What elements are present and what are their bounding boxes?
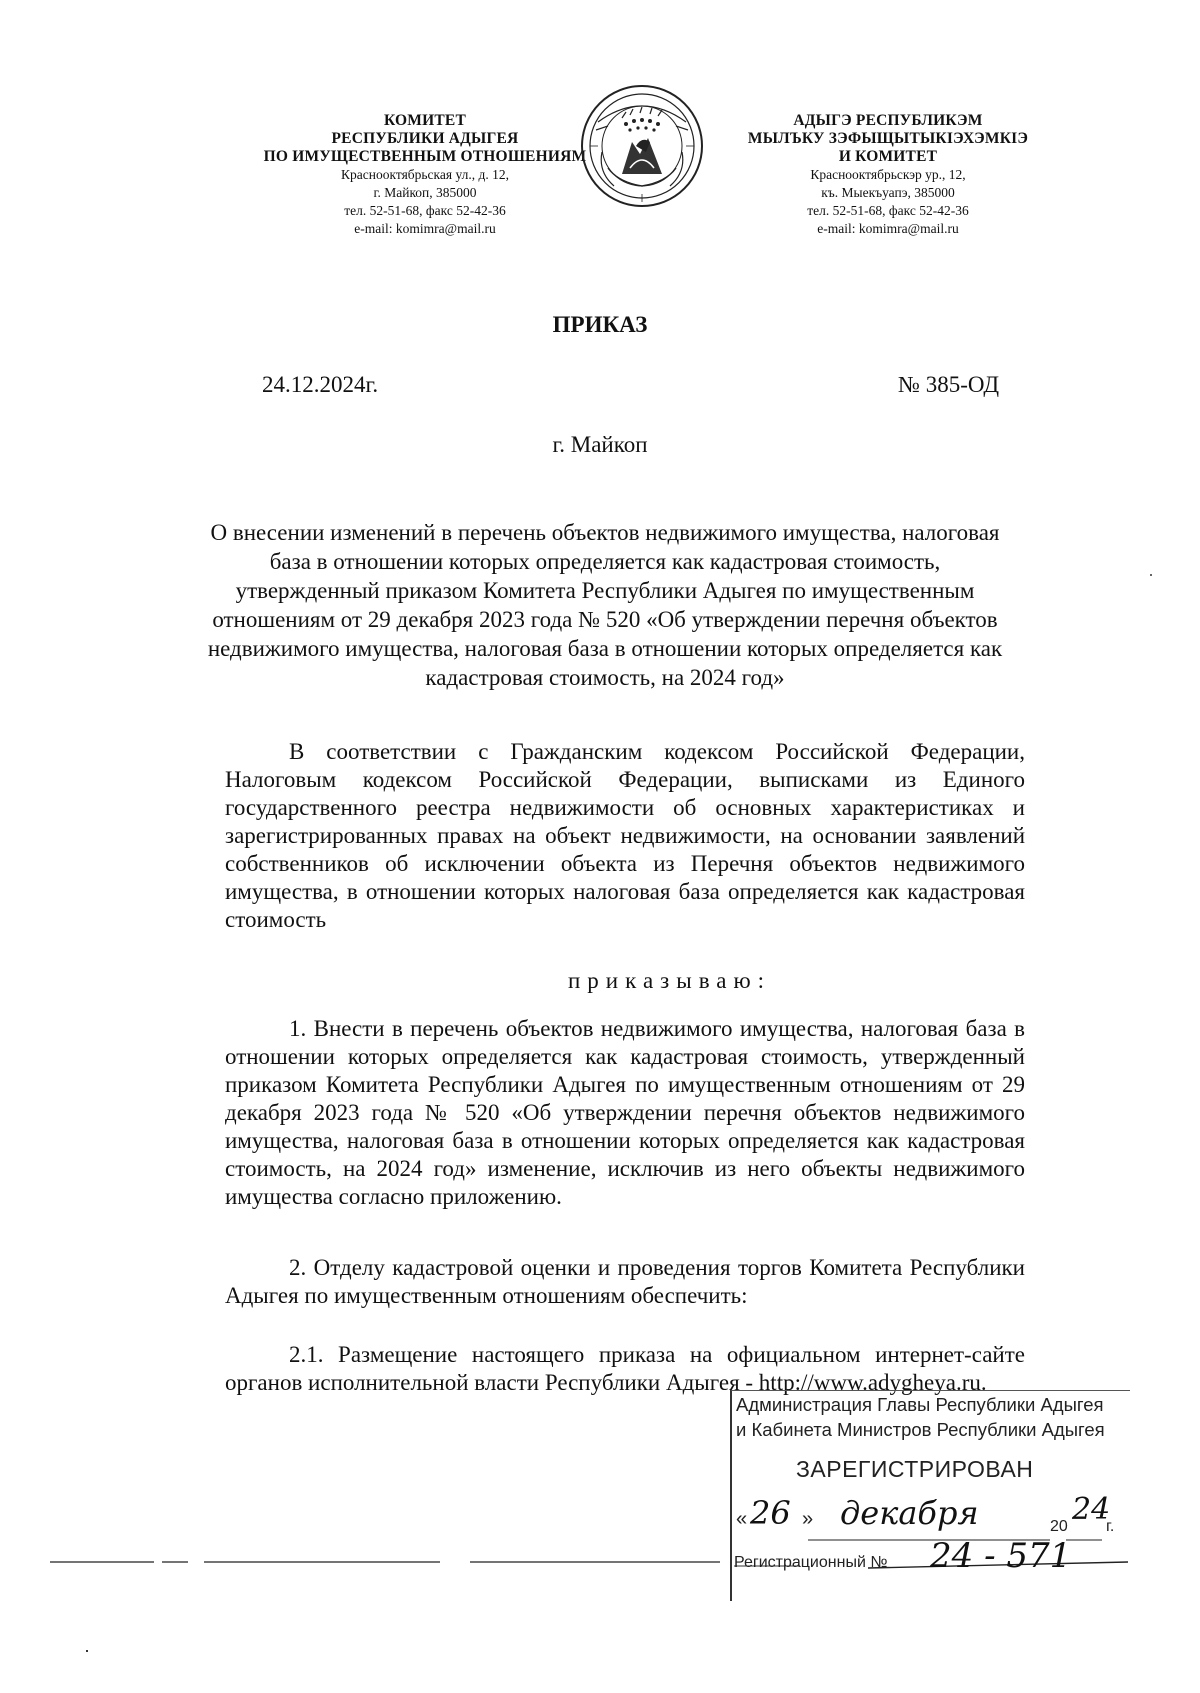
document-city: г. Майкоп xyxy=(552,432,648,457)
header-left-address1: Краснооктябрьская ул., д. 12, xyxy=(341,167,509,182)
scan-dot xyxy=(1150,574,1152,576)
header-left-email: e-mail: komimra@mail.ru xyxy=(354,221,496,236)
header-left xyxy=(255,112,595,238)
header-right-line3: И КОМИТЕТ xyxy=(838,148,938,165)
registration-stamp xyxy=(730,1390,1130,1610)
stamp-underlines xyxy=(730,1390,1130,1610)
header-left-line1: КОМИТЕТ xyxy=(383,112,466,129)
order-item-2-1: 2.1. Размещение настоящего приказа на официальном интернет-сайте органов исполнительной власти Республики Адыгея - http://www.adygheya.ru. xyxy=(225,1342,1025,1395)
stamp-registered: ЗАРЕГИСТРИРОВАН xyxy=(796,1456,1034,1482)
stamp-reg-number: 24 - 571 xyxy=(930,1536,1072,1576)
stamp-day: 26 xyxy=(750,1494,791,1532)
header-left-line2: РЕСПУБЛИКИ АДЫГЕЯ xyxy=(331,130,519,147)
header-right-phone: тел. 52-51-68, факс 52-42-36 xyxy=(807,203,969,218)
stamp-org-line2: и Кабинета Министров Республики Адыгея xyxy=(736,1419,1105,1440)
order-word: приказываю: xyxy=(568,968,772,993)
order-item-1: 1. Внести в перечень объектов недвижимого имущества, налоговая база в отношении которых определяется как кадастровая стоимость, утвержденный приказом Комитета Республики Адыгея по имущественным отношениям от 29 декабря 2023 года № 520 «Об утверждении перечня объектов недвижимого имущества, налоговая база в отношении которых определяется как кадастровая стоимость, на 2024 год» изменение, исключив из него объекты недвижимого имущества согласно приложению. xyxy=(225,1016,1025,1209)
scan-dot xyxy=(86,1650,88,1652)
stamp-year-suffix: 24 xyxy=(1072,1492,1111,1527)
stamp-year-prefix: 20 xyxy=(1050,1518,1068,1535)
header-right-line1: АДЫГЭ РЕСПУБЛИКЭМ xyxy=(793,112,983,129)
header-left-line3: ПО ИМУЩЕСТВЕННЫМ ОТНОШЕНИЯМ xyxy=(263,148,587,165)
header-left-address2: г. Майкоп, 385000 xyxy=(373,185,477,200)
header-right xyxy=(718,112,1058,238)
stamp-month: декабря xyxy=(840,1494,979,1532)
stamp-reg-label: Регистрационный № xyxy=(734,1554,888,1571)
document-date: 24.12.2024г. xyxy=(262,372,379,397)
header-right-address1: Краснооктябрьскэр ур., 12, xyxy=(810,167,966,182)
header-right-email: e-mail: komimra@mail.ru xyxy=(817,221,959,236)
order-item-2: 2. Отделу кадастровой оценки и проведения торгов Комитета Республики Адыгея по имущественным отношениям обеспечить: xyxy=(225,1255,1025,1308)
document-title: ПРИКАЗ xyxy=(552,312,648,337)
header-right-address2: къ. Мыекъуапэ, 385000 xyxy=(821,185,955,200)
legal-basis-paragraph: В соответствии с Гражданским кодексом Российской Федерации, Налоговым кодексом Российской Федерации, выписками из Единого государственного реестра недвижимости об основных характеристиках и зарегистрированных правах на объект недвижимости, на основании заявлений собственников об исключении объекта из Перечня объектов недвижимого имущества, в отношении которых налоговая база определяется как кадастровая стоимость xyxy=(225,739,1025,932)
stamp-org-line1: Администрация Главы Республики Адыгея xyxy=(736,1394,1104,1415)
stamp-quote-open: « xyxy=(736,1508,748,1530)
header-right-line2: МЫЛЪКУ ЗЭФЫЩЫТЫКIЭХЭМКIЭ xyxy=(747,130,1029,147)
header-left-phone: тел. 52-51-68, факс 52-42-36 xyxy=(344,203,506,218)
document-subject: О внесении изменений в перечень объектов недвижимого имущества, налоговая база в отношении которых определяется как кадастровая стоимость, утвержденный приказом Комитета Республики Адыгея по имущественным отношениям от 29 декабря 2023 года № 520 «Об утверждении перечня объектов недвижимого имущества, налоговая база в отношении которых определяется как кадастровая стоимость, на 2024 год» xyxy=(207,520,1003,690)
stamp-quote-close: » xyxy=(802,1508,814,1530)
document-number: № 385-ОД xyxy=(898,372,1000,397)
stamp-year-unit: г. xyxy=(1106,1518,1115,1535)
coat-of-arms-icon xyxy=(578,82,706,210)
